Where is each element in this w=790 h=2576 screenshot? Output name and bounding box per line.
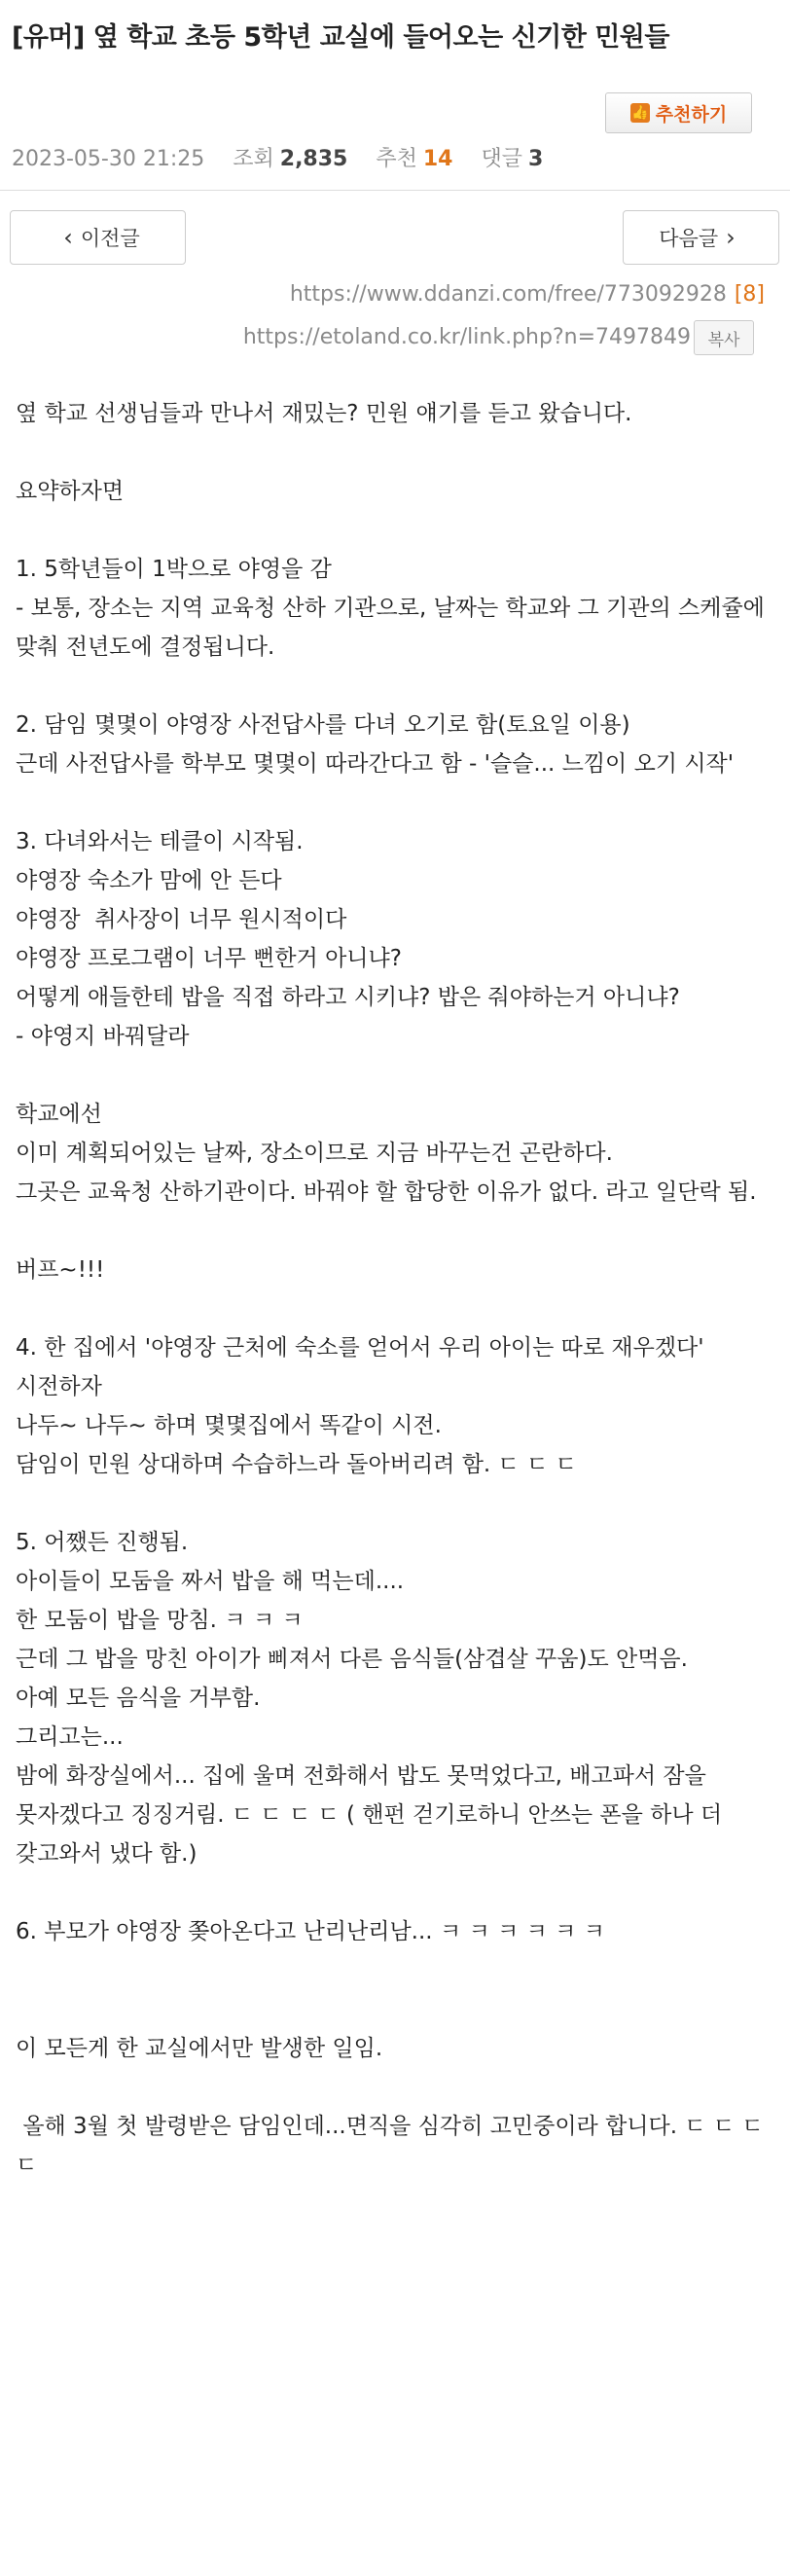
content-line xyxy=(16,783,774,822)
content-line: 근데 그 밥을 망친 아이가 삐져서 다른 음식들(삼겹살 꾸움)도 안먹음. xyxy=(16,1647,688,1672)
content-line: 야영장 프로그램이 너무 뻔한거 아니냐? xyxy=(16,946,402,971)
source-url-2[interactable]: https://etoland.co.kr/link.php?n=7497849 xyxy=(242,325,691,349)
comments-label: 댓글 xyxy=(481,147,523,171)
content-line: - 야영지 바꿔달라 xyxy=(16,1024,190,1049)
content-line: 나두~ 나두~ 하며 몇몇집에서 똑같이 시전. xyxy=(16,1413,442,1438)
source-link-1[interactable] xyxy=(290,282,765,307)
views-label: 조회 xyxy=(233,147,274,171)
content-line xyxy=(16,1990,774,2029)
content-line: 이 모든게 한 교실에서만 발생한 일임. xyxy=(16,2036,383,2061)
content-line xyxy=(16,1289,774,1328)
content-line: 5. 어쨌든 진행됨. xyxy=(16,1530,189,1555)
chevron-left-icon: ‹ xyxy=(63,224,73,251)
post-title: [유머] 옆 학교 초등 5학년 교실에 들어오는 신기한 민원들 xyxy=(12,22,669,53)
content-line: 밤에 화장실에서... 집에 울며 전화해서 밥도 못먹었다고, 배고파서 잠을 못자겠다고 징징거림. ㄷ ㄷ ㄷ ㄷ ( 핸펀 걷기로하니 안쓰는 폰을 하나 더 갖고와서 냈다 함.) xyxy=(16,1763,730,1867)
post-meta xyxy=(12,142,543,172)
content-line: 올해 3월 첫 발령받은 담임인데...면직을 심각히 고민중이라 합니다. ㄷ ㄷ ㄷ ㄷ xyxy=(16,2114,771,2178)
prev-post-button[interactable] xyxy=(10,210,186,265)
content-line: 담임이 민원 상대하며 수습하느라 돌아버리려 함. ㄷ ㄷ ㄷ xyxy=(16,1452,577,1477)
content-line: 그리고는... xyxy=(16,1724,124,1750)
content-line: 4. 한 집에서 '야영장 근처에 숙소를 얻어서 우리 아이는 따로 재우겠다' 시전하자 xyxy=(16,1335,711,1399)
content-line xyxy=(16,1873,774,1912)
recommend-button[interactable] xyxy=(605,92,752,133)
prev-post-label: 이전글 xyxy=(80,227,140,250)
content-line xyxy=(16,1484,774,1523)
content-line: 야영장 취사장이 너무 원시적이다 xyxy=(16,907,347,932)
content-line: 3. 다녀와서는 테클이 시작됨. xyxy=(16,829,304,854)
views-count: 2,835 xyxy=(279,147,348,171)
next-post-button[interactable] xyxy=(623,210,779,265)
content-line: 아예 모든 음식을 거부함. xyxy=(16,1686,261,1711)
content-line: 그곳은 교육청 산하기관이다. 바꿔야 할 합당한 이유가 없다. 라고 일단락 됨. xyxy=(16,1179,757,1205)
content-line: 야영장 숙소가 맘에 안 든다 xyxy=(16,868,282,893)
content-line: 요약하자면 xyxy=(16,479,125,504)
chevron-right-icon: › xyxy=(726,224,736,251)
source-url-1[interactable]: https://www.ddanzi.com/free/773092928 xyxy=(289,282,727,307)
post-date: 2023-05-30 21:25 xyxy=(12,147,205,171)
content-line: 2. 담임 몇몇이 야영장 사전답사를 다녀 오기로 함(토요일 이용) xyxy=(16,712,630,738)
content-line: 버프~!!! xyxy=(16,1257,105,1283)
recommend-label: 추천 xyxy=(376,147,417,171)
comments-count: 3 xyxy=(528,147,544,171)
post-content xyxy=(16,394,774,2185)
content-line xyxy=(16,667,774,706)
content-line: 근데 사전답사를 학부모 몇몇이 따라간다고 함 - '슬슬... 느낌이 오기 시작' xyxy=(16,751,735,777)
source-link-2[interactable] xyxy=(243,325,691,349)
content-line xyxy=(16,2068,774,2107)
content-line xyxy=(16,511,774,550)
content-line xyxy=(16,1951,774,1990)
next-post-label: 다음글 xyxy=(659,227,719,250)
content-line: 아이들이 모둠을 짜서 밥을 해 먹는데.... xyxy=(16,1569,405,1594)
content-line: 6. 부모가 야영장 쫒아온다고 난리난리남... ㅋ ㅋ ㅋ ㅋ ㅋ ㅋ xyxy=(16,1919,605,1944)
content-line xyxy=(16,1056,774,1095)
recommend-button-label: 추천하기 xyxy=(655,103,728,126)
divider xyxy=(0,190,790,191)
source-count: [8] xyxy=(734,282,765,307)
content-line: 1. 5학년들이 1박으로 야영을 감 xyxy=(16,557,332,582)
copy-button[interactable]: 복사 xyxy=(694,320,754,355)
content-line: 어떻게 애들한테 밥을 직접 하라고 시키냐? 밥은 줘야하는거 아니냐? xyxy=(16,985,680,1010)
content-line: 옆 학교 선생님들과 만나서 재밌는? 민원 얘기를 듣고 왔습니다. xyxy=(16,401,632,426)
content-line xyxy=(16,433,774,472)
content-line: - 보통, 장소는 지역 교육청 산하 기관으로, 날짜는 학교와 그 기관의 스케쥴에 맞춰 전년도에 결정됩니다. xyxy=(16,596,772,660)
content-line: 한 모둠이 밥을 망침. ㅋ ㅋ ㅋ xyxy=(16,1608,304,1633)
recommend-count: 14 xyxy=(422,147,453,171)
content-line: 학교에선 xyxy=(16,1102,102,1127)
content-line xyxy=(16,1212,774,1251)
thumbs-up-icon: 👍 xyxy=(631,105,649,121)
content-line: 이미 계획되어있는 날짜, 장소이므로 지금 바꾸는건 곤란하다. xyxy=(16,1141,613,1166)
